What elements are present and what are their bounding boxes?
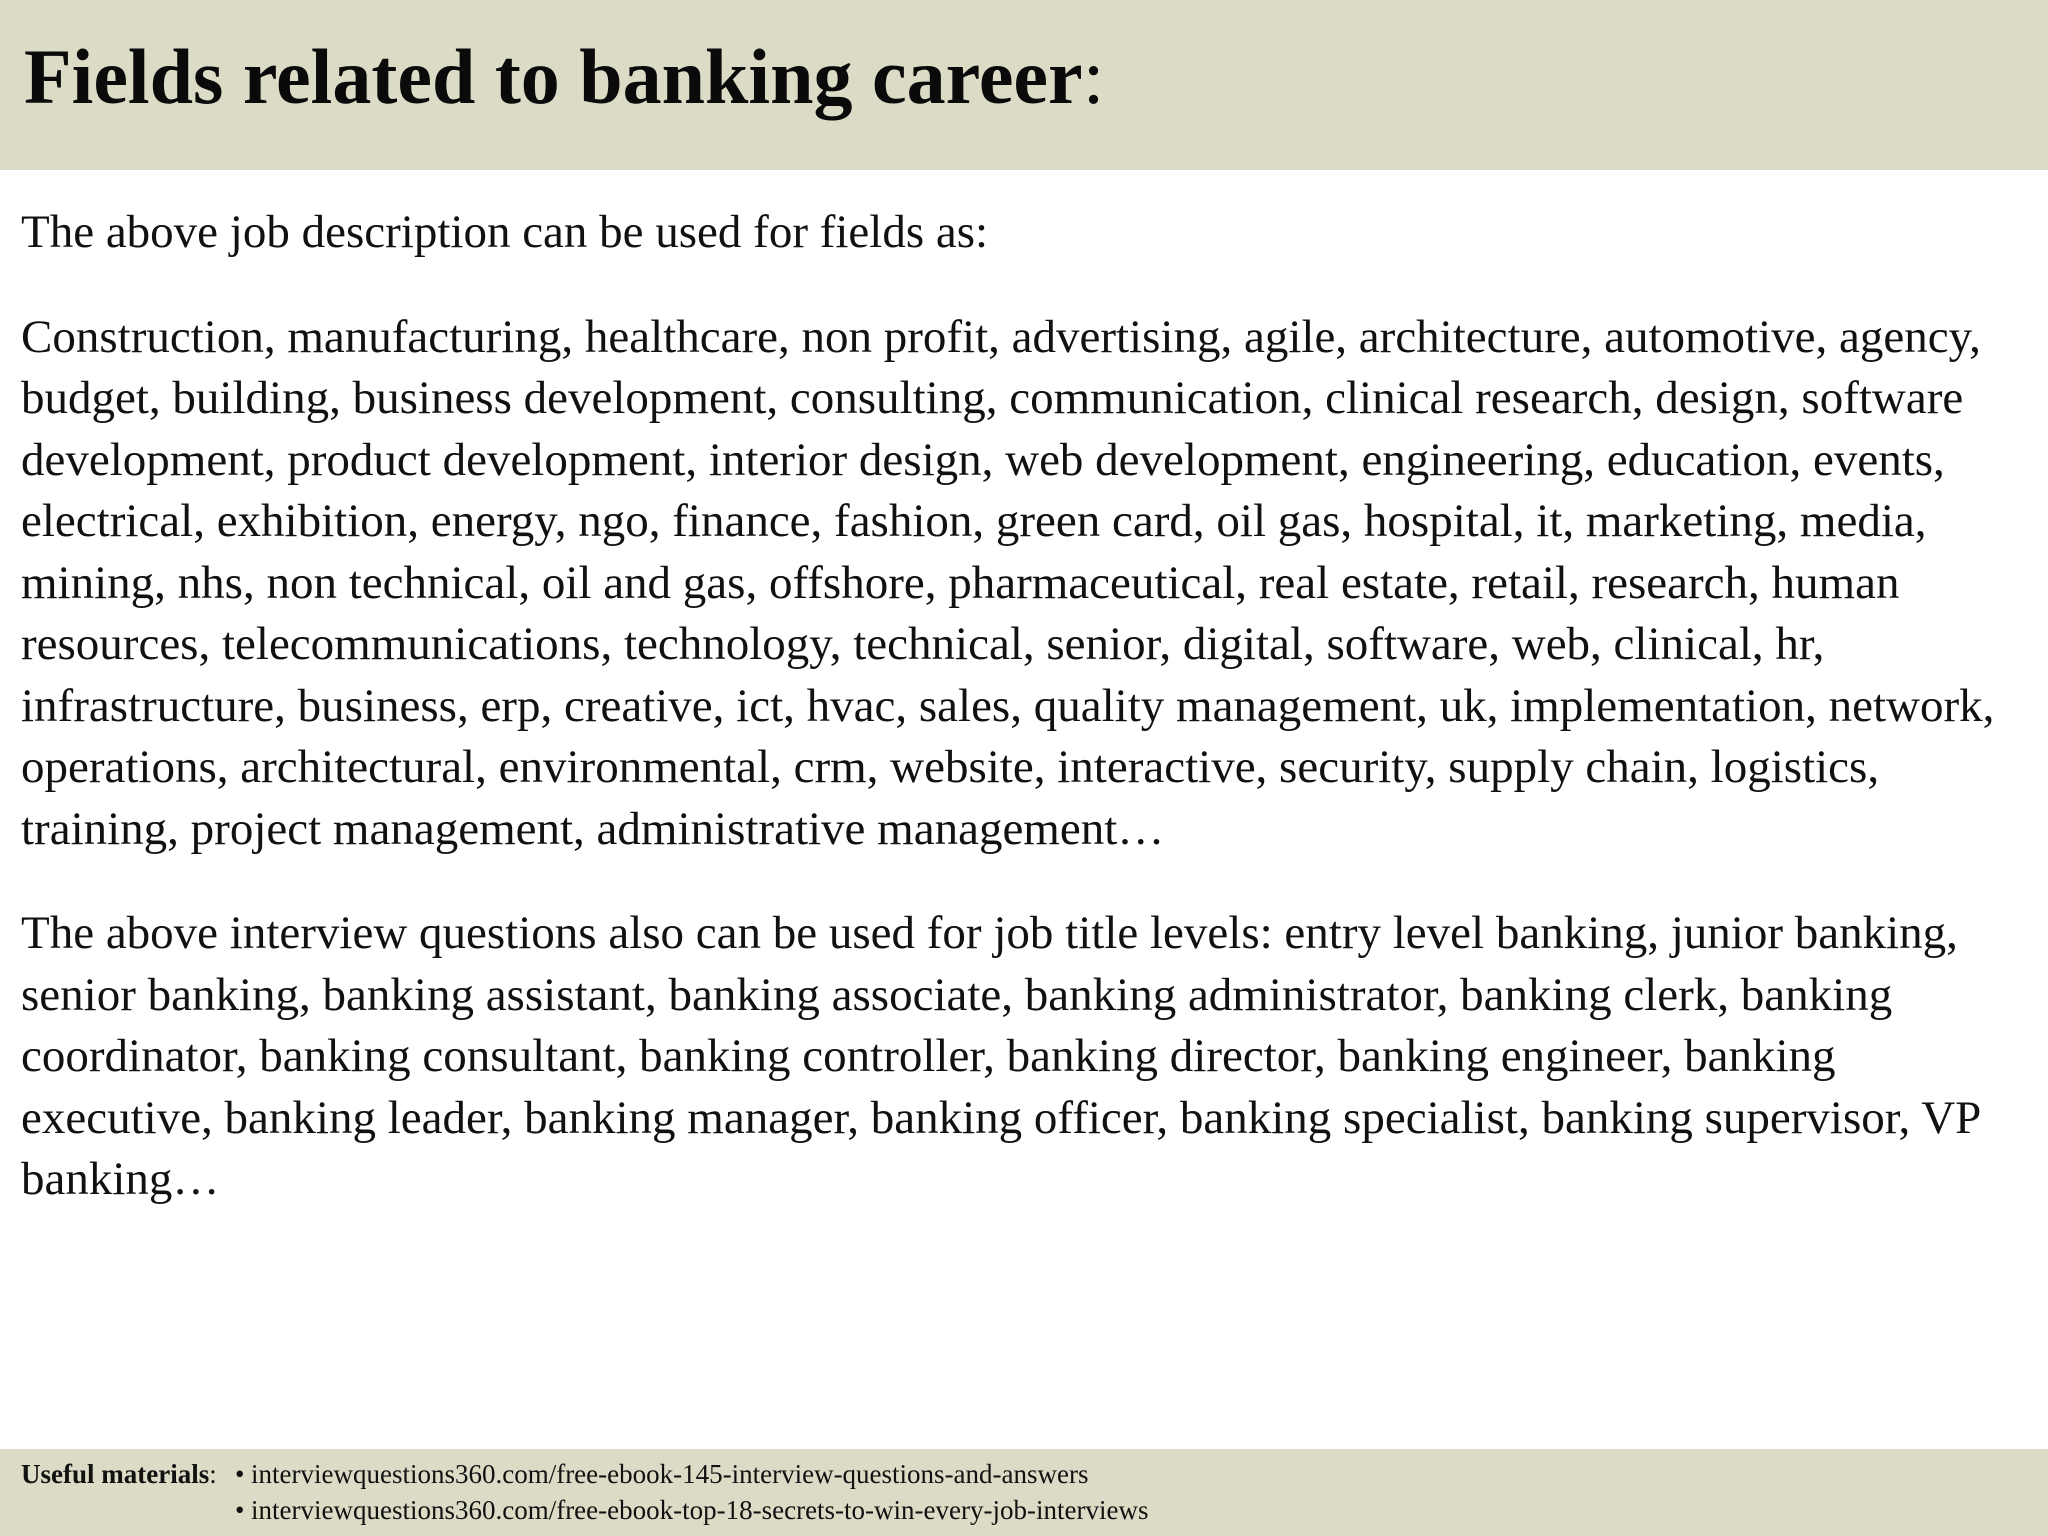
slide-title-colon: : xyxy=(1082,33,1105,120)
useful-material-item xyxy=(235,1492,1148,1528)
useful-materials-colon: : xyxy=(209,1459,217,1489)
fields-paragraph: Construction, manufacturing, healthcare, non profit, advertising, agile, architecture, automotive, agency, budget, building, business development, consulting, communication, clinical research, design, software development, product development, interior design, web development, engineering, education, events, electrical, exhibition, energy, ngo, finance, fashion, green card, oil gas, hospital, it, marketing, media, mining, nhs, non technical, oil and gas, offshore, pharmaceutical, real estate, retail, research, human resources, telecommunications, technology, technical, senior, digital, software, web, clinical, hr, infrastructure, business, erp, creative, ict, hvac, sales, quality management, uk, implementation, network, operations, architectural, environmental, crm, website, interactive, security, supply chain, logistics, training, project management, administrative management… xyxy=(21,310,1995,855)
useful-material-item xyxy=(235,1456,1148,1492)
intro-paragraph: The above job description can be used for fields as: xyxy=(21,206,989,258)
slide-title xyxy=(24,33,1105,120)
useful-material-link[interactable]: interviewquestions360.com/free-ebook-145-interview-questions-and-answers xyxy=(251,1459,1089,1489)
slide-body xyxy=(21,202,2031,1254)
bullet-icon: • xyxy=(235,1459,245,1489)
useful-materials-list xyxy=(235,1456,1148,1528)
job-levels-paragraph: The above interview questions also can be used for job title levels: entry level banking, junior banking, senior banking, banking assistant, banking associate, banking administrator, banking clerk, banking coordinator, banking consultant, banking controller, banking director, banking engineer, banking executive, banking leader, banking manager, banking officer, banking specialist, banking supervisor, VP banking… xyxy=(21,907,1980,1205)
useful-materials-label-text: Useful materials xyxy=(21,1459,210,1489)
useful-materials-label xyxy=(21,1456,217,1492)
useful-material-link[interactable]: interviewquestions360.com/free-ebook-top-18-secrets-to-win-every-job-interviews xyxy=(251,1495,1149,1525)
bullet-icon: • xyxy=(235,1495,245,1525)
slide-title-text: Fields related to banking career xyxy=(24,33,1083,120)
